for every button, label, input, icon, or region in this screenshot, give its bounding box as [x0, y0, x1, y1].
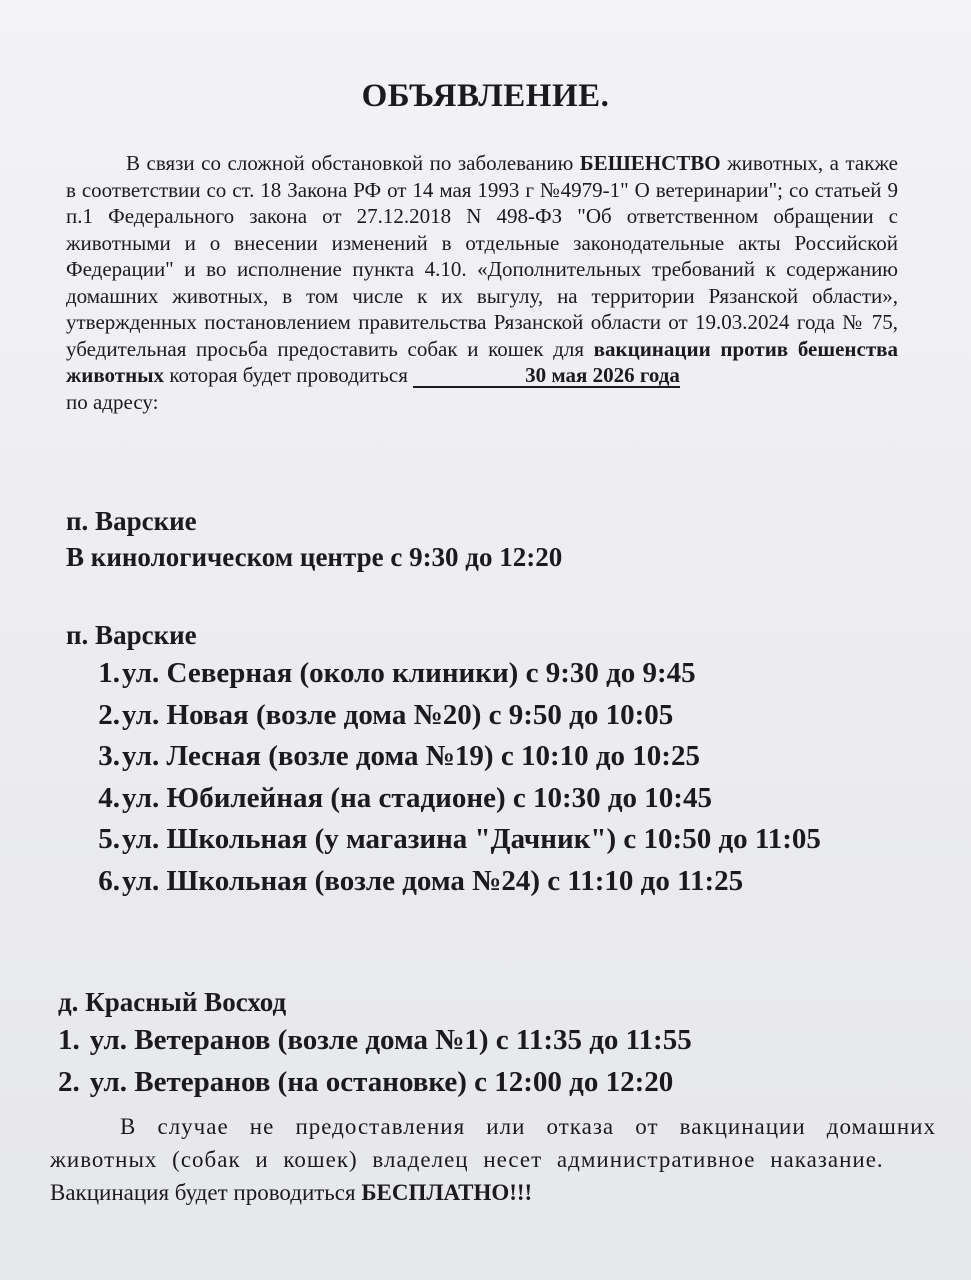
item-number: 3.	[98, 740, 120, 772]
list-item	[84, 778, 926, 820]
list-item	[84, 819, 884, 861]
item-text: ул. Ветеранов (возле дома №1) с 11:35 до 11:55	[89, 1024, 692, 1056]
list-item	[84, 695, 926, 737]
section-varskie-streets	[66, 617, 926, 902]
street-list	[66, 653, 926, 902]
item-number: 2.	[98, 698, 120, 731]
list-item	[58, 1020, 938, 1062]
item-text: ул. Северная (около клиники) с 9:30 до 9:45	[122, 657, 696, 689]
section-location: п. Варские	[66, 620, 197, 650]
section-kennel-center	[66, 503, 562, 575]
item-number: 4.	[98, 781, 120, 814]
vaccination-date: 30 мая 2026 года	[413, 364, 680, 388]
section-location: д. Красный Восход	[58, 987, 287, 1017]
item-number: 1.	[58, 1024, 80, 1056]
intro-part3: которая будет проводиться	[164, 363, 414, 387]
notice-footer	[50, 1110, 936, 1209]
free-notice	[50, 1176, 936, 1209]
list-item	[58, 1062, 938, 1104]
intro-paragraph	[66, 150, 898, 415]
disease-name: БЕШЕНСТВО	[579, 151, 721, 175]
item-text: ул. Новая (возле дома №20) с 9:50 до 10:05	[122, 698, 674, 731]
item-text: ул. Школьная (возле дома №24) с 11:10 до 11:25	[122, 864, 744, 897]
item-number: 2.	[58, 1065, 80, 1098]
list-item	[84, 736, 926, 778]
list-item	[84, 653, 926, 695]
item-number: 6.	[98, 864, 120, 897]
free-notice-emphasis: БЕСПЛАТНО!!!	[361, 1180, 533, 1205]
intro-part4: по адресу:	[66, 389, 159, 414]
free-notice-text: Вакцинация будет проводиться	[50, 1180, 362, 1205]
intro-part2: животных, а также в соответствии со ст. 18 Закона РФ от 14 мая 1993 г №4979-1" О ветеринарии"; со статьей 9 п.1 Федерального закона от 27.12.2018 N 498-ФЗ "Об ответственном обращении с животными и о внесении изменений в отдельные законодательные акты Российской Федерации" и во исполнение пункта 4.10. «Дополнительных требований к содержанию домашних животных, в том числе к их выгулу, на территории Рязанской области», утвержденных постановлением правительства Рязанской области от 19.03.2024 года № 75, убедительная просьба предоставить собак и кошек для	[66, 151, 898, 361]
penalty-warning: В случае не предоставления или отказа от вакцинации домашних животных (собак и кошек) владелец несет административное наказание.	[50, 1114, 936, 1172]
item-number: 5.	[98, 823, 120, 855]
section-krasny-voskhod	[58, 984, 938, 1103]
item-text: ул. Лесная (возле дома №19) с 10:10 до 10:25	[122, 740, 700, 772]
vaccination-subject: вакцинации против бешенства животных	[66, 336, 898, 387]
list-item	[84, 861, 926, 903]
section-venue: В кинологическом центре с 9:30 до 12:20	[66, 542, 563, 572]
intro-text	[66, 150, 898, 415]
item-text: ул. Ветеранов (на остановке) с 12:00 до 12:20	[89, 1065, 674, 1098]
item-text: ул. Юбилейная (на стадионе) с 10:30 до 10:45	[122, 781, 712, 814]
notice-title: ОБЪЯВЛЕНИЕ.	[361, 78, 610, 114]
item-text: ул. Школьная (у магазина "Дачник") с 10:50 до 11:05	[122, 823, 821, 855]
street-list	[58, 1020, 938, 1103]
intro-part1: В связи со сложной обстановкой по заболеванию	[126, 151, 580, 175]
item-number: 1.	[98, 657, 120, 689]
section-location: п. Варские	[66, 506, 197, 536]
